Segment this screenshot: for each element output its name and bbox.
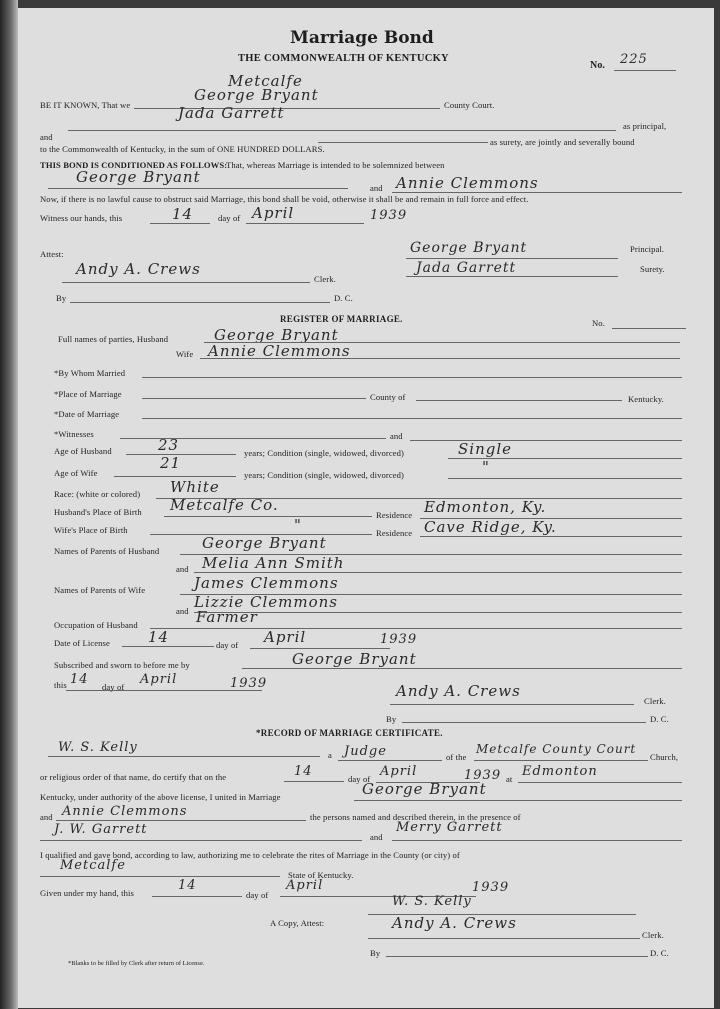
witness-month: April [252,204,295,222]
officiant-signature: W. S. Kelly [392,894,472,909]
attest-label: Attest: [40,249,64,259]
register-no-label: No. [592,318,605,328]
witness-year: 1939 [370,208,408,223]
occupation-value: Farmer [196,608,258,626]
cert-day: 14 [294,764,313,779]
clerk-label-register: Clerk. [644,696,666,706]
this-label: this [54,680,67,690]
sworn-year: 1939 [230,676,268,691]
husband-name: George Bryant [214,326,339,344]
dc-label-cert: D. C. [650,948,669,958]
footnote: *Blanks to be filled by Clerk after return of License. [68,960,205,967]
dc-label-bond: D. C. [334,293,353,303]
cert-place: Edmonton [522,764,598,779]
officiant-role: Judge [344,744,387,759]
clerk-label-bond: Clerk. [314,274,336,284]
and-label-2: and [370,183,383,193]
wife-residence: Cave Ridge, Ky. [424,518,557,536]
husband-birth-label: Husband's Place of Birth [54,507,142,517]
now-if-text: Now, if there is no lawful cause to obstruct said Marriage, this bond shall be void, otherwise it shall be and remain in full force and effect. [40,194,529,204]
wife-label: Wife [176,349,194,359]
a-label: a [328,750,332,760]
bond-no-value: 225 [620,52,648,67]
license-day: 14 [148,628,170,646]
given-label: Given under my hand, this [40,888,134,898]
witnesses-and: and [390,431,403,441]
husband-parent-2: Melia Ann Smith [202,554,345,572]
document-title: Marriage Bond [290,28,434,48]
husband-birth: Metcalfe Co. [170,496,279,514]
church-word: Church, [650,752,679,762]
dc-label-register: D. C. [650,714,669,724]
race-label: Race: (white or colored) [54,489,141,499]
residence-label-w: Residence [376,528,413,538]
license-month: April [264,628,307,646]
full-names-label: Full names of parties, Husband [58,334,169,344]
cert-year: 1939 [464,768,502,783]
to-commonwealth: to the Commonwealth of Kentucky, in the sum of ONE HUNDRED DOLLARS. [40,144,325,154]
wife-name: Annie Clemmons [208,342,351,360]
surety-value: Jada Garrett [178,104,285,122]
county-value: Metcalfe [228,72,303,90]
age-wife: 21 [160,454,182,472]
clerk-signature-cert: Andy A. Crews [392,914,517,932]
conditioned-label: THIS BOND IS CONDITIONED AS FOLLOWS: [40,160,228,170]
husband-residence: Edmonton, Ky. [424,498,547,516]
officiant-name: W. S. Kelly [58,740,138,755]
authority-text: Kentucky, under authority of the above license, I united in Marriage [40,792,281,802]
by-label-cert: By [370,948,381,958]
document-subtitle: THE COMMONWEALTH OF KENTUCKY [238,53,449,64]
cert-county: Metcalfe [60,858,126,873]
surety-word: Surety. [640,264,665,274]
register-title: REGISTER OF MARRIAGE. [280,314,403,324]
clerk-signature-bond: Andy A. Crews [76,260,201,278]
wife-birth: " [294,516,302,534]
bride-name: Annie Clemmons [396,174,539,192]
cert-month: April [380,764,418,779]
by-label-register: By [386,714,397,724]
church-name: Metcalfe County Court [476,742,637,756]
at-label: at [506,774,513,784]
parents-w-and: and [176,606,189,616]
age-wife-label: Age of Wife [54,468,98,478]
certificate-title: *RECORD OF MARRIAGE CERTIFICATE. [256,728,443,738]
witnesses-label: *Witnesses [54,429,94,439]
occupation-label: Occupation of Husband [54,620,138,630]
groom-name: George Bryant [76,168,201,186]
and-label: and [40,132,53,142]
sworn-day: 14 [70,672,89,687]
license-year: 1939 [380,632,418,647]
parents-wife-label: Names of Parents of Wife [54,585,146,595]
cert-witness-and: and [370,832,383,842]
condition-wife: " [482,458,490,476]
given-month: April [286,878,324,893]
sworn-day-of: day of [102,682,125,692]
cert-bride: Annie Clemmons [62,804,188,819]
sworn-by: George Bryant [292,650,417,668]
document-page [18,8,714,1008]
given-year: 1939 [472,880,510,895]
witness-label: Witness our hands, this [40,213,123,223]
age-husband: 23 [158,436,180,454]
surety-signature: Jada Garrett [416,260,517,276]
years-cond-h: years; Condition (single, widowed, divorced) [244,448,405,458]
given-day-of: day of [246,890,269,900]
date-license-label: Date of License [54,638,110,648]
qualified-text: I qualified and gave bond, according to law, authorizing me to celebrate the rites of Marriage in the County (or city) of [40,850,460,860]
book-spine [0,0,18,1009]
age-husband-label: Age of Husband [54,446,112,456]
residence-label-h: Residence [376,510,413,520]
subscribed-label: Subscribed and sworn to before me by [54,660,190,670]
given-day: 14 [178,878,197,893]
by-whom-label: *By Whom Married [54,368,126,378]
county-of-label: County of [370,392,406,402]
principal-label: as principal, [623,121,667,131]
kentucky-label: Kentucky. [628,394,664,404]
parents-husband-label: Names of Parents of Husband [54,546,160,556]
copy-attest-label: A Copy, Attest: [270,918,325,928]
day-of-label: day of [218,213,241,223]
husband-parent-1: George Bryant [202,534,327,552]
cert-day-of: day of [348,774,371,784]
bond-no-label: No. [590,60,606,71]
cert-and: and [40,812,53,822]
license-day-of: day of [216,640,239,650]
be-it-known: BE IT KNOWN, That we [40,100,131,110]
principal-signature: George Bryant [410,240,528,256]
by-label-bond: By [56,293,67,303]
clerk-label-cert: Clerk. [642,930,664,940]
sworn-month: April [140,672,178,687]
wife-parent-1: James Clemmons [194,574,339,592]
surety-label: as surety, are jointly and severally bound [490,137,635,147]
county-court-label: County Court. [444,100,495,110]
date-label: *Date of Marriage [54,409,120,419]
wife-birth-label: Wife's Place of Birth [54,525,128,535]
principal-word: Principal. [630,244,665,254]
religious-text: or religious order of that name, do certify that on the [40,772,227,782]
presence-text: the persons named and described therein, in the presence of [310,812,521,822]
whereas-text: That, whereas Marriage is intended to be solemnized between [226,160,445,170]
years-cond-w: years; Condition (single, widowed, divorced) [244,470,405,480]
state-label: State of Kentucky. [288,870,354,880]
wife-parent-2: Lizzie Clemmons [194,593,338,611]
parents-h-and: and [176,564,189,574]
clerk-signature-register: Andy A. Crews [396,682,521,700]
cert-groom: George Bryant [362,780,487,798]
condition-husband: Single [458,440,513,458]
principal-value: George Bryant [194,86,319,104]
of-the-label: of the [446,752,467,762]
cert-witness-2: Merry Garrett [396,820,503,835]
cert-witness-1: J. W. Garrett [54,822,148,837]
place-label: *Place of Marriage [54,389,122,399]
witness-day: 14 [172,205,194,223]
race-value: White [170,478,220,496]
